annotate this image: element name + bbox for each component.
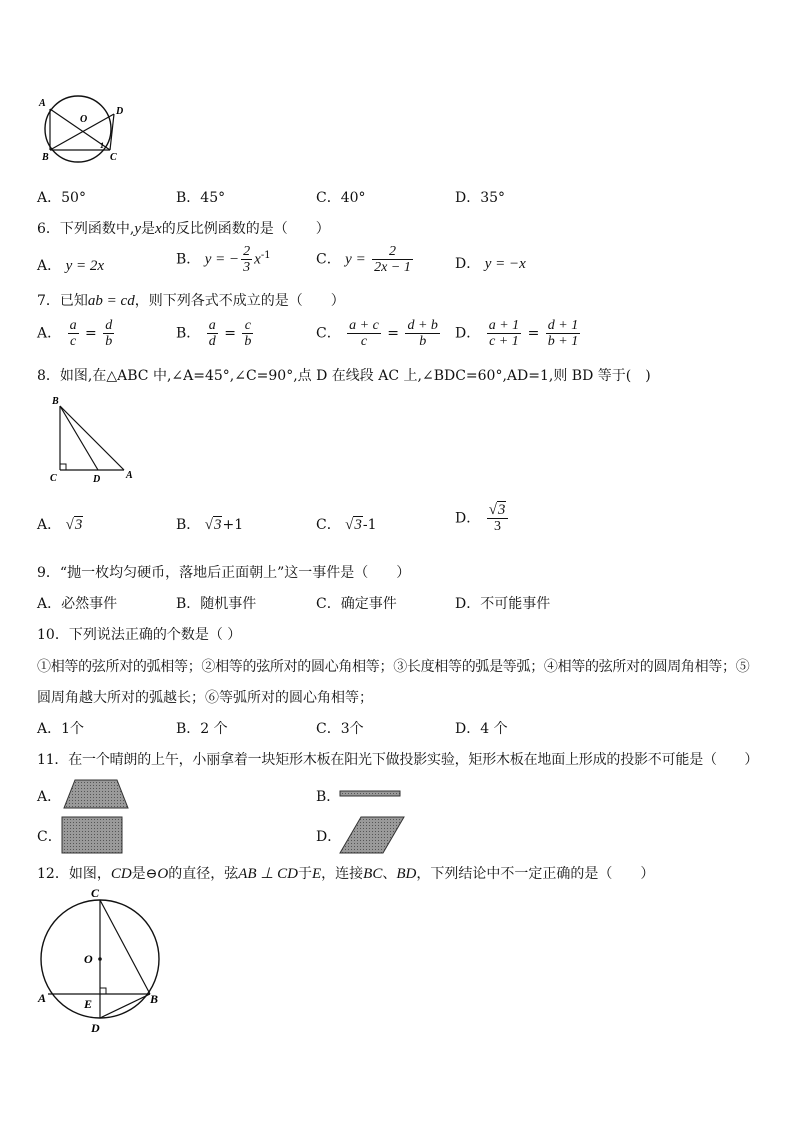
q12-label-e: E [84,997,93,1011]
q5-label-angle: 1 [100,141,104,150]
q11-thin-rectangle-shape [339,790,401,798]
q5-option-a[interactable]: A．50° [37,190,86,206]
q6-option-d[interactable]: D． y = −x [455,256,526,272]
q5-figure [30,92,130,168]
q10-body-line1: ①相等的弦所对的弧相等；②相等的弦所对的圆心角相等；③长度相等的弧是等弧；④相等的弦所对的圆周角相等；⑤ [37,659,750,675]
q12-label-d: D [91,1021,100,1035]
q7-option-d[interactable]: D． $\frac{a + 1}{c + 1}$ = $\frac{d + 1}{b + 1}$ [455,318,579,349]
q8-option-b[interactable]: B． √3+1 [176,517,244,533]
q10-option-a[interactable]: A．1个 [37,721,85,737]
q8-stem: 8．如图,在△ABC 中,∠A=45°,∠C=90°,点 D 在线段 AC 上,∠BDC=60°,AD=1,则 BD 等于( ) [37,368,651,384]
q7-option-a[interactable]: A． $\frac{a}{c}$ = $\frac{d}{b}$ [37,318,113,349]
q10-option-c[interactable]: C．3个 [316,721,364,737]
q5-option-d[interactable]: D．35° [455,190,506,206]
q5-label-b: B [42,152,49,163]
q11-option-b[interactable]: B． [316,789,341,805]
q7-option-c[interactable]: C． $\frac{a + c}{c}$ = $\frac{d + b}{b}$ [316,318,438,349]
q8-figure [44,392,140,484]
q12-label-a: A [38,991,47,1005]
q10-option-d[interactable]: D．4 个 [455,721,508,737]
q6-stem: 6．下列函数中,y是x的反比例函数的是（ ） [37,221,330,237]
q11-option-a[interactable]: A． [37,789,62,805]
q11-stem: 11．在一个晴朗的上午，小丽拿着一块矩形木板在阳光下做投影实验，矩形木板在地面上形成的投影不可能是（ ） [37,752,759,768]
q8-label-c: C [50,473,57,484]
q9-option-b[interactable]: B．随机事件 [176,596,257,612]
q8-option-a[interactable]: A． √3 [37,517,83,533]
q8-option-c[interactable]: C． √3-1 [316,517,377,533]
q11-option-c[interactable]: C． [37,829,62,845]
q11-trapezoid-shape [63,779,129,809]
q7-option-b[interactable]: B． $\frac{a}{d}$ = $\frac{c}{b}$ [176,318,252,349]
q6-option-c[interactable]: C． y = $\frac{2}{2x - 1}$ [316,244,411,275]
q10-body-line2: 圆周角越大所对的弧越长；⑥等弧所对的圆心角相等； [37,690,373,706]
q9-option-c[interactable]: C．确定事件 [316,596,397,612]
q5-label-a: A [39,98,46,109]
q8-label-d: D [93,474,101,484]
q9-stem: 9．“抛一枚均匀硬币，落地后正面朝上”这一事件是（ ） [37,565,411,581]
q12-label-c: C [91,886,100,900]
q8-label-b: B [52,396,59,407]
q10-option-b[interactable]: B．2 个 [176,721,228,737]
q5-label-d: D [116,106,124,117]
q8-label-a: A [126,470,133,481]
q11-option-d[interactable]: D． [316,829,342,845]
q11-parallelogram-shape [339,816,405,854]
q6-option-b[interactable]: B． y = − $\frac{2}{3}$ $x^{-1}$ [176,244,271,275]
q7-stem: 7．已知ab = cd，则下列各式不成立的是（ ） [37,293,345,309]
q5-label-o: O [80,114,88,125]
q10-stem: 10．下列说法正确的个数是（ ） [37,627,242,643]
q12-figure [34,885,168,1037]
q12-label-o: O [84,952,93,966]
q11-rectangle-shape [61,816,123,854]
q9-option-a[interactable]: A．必然事件 [37,596,118,612]
q5-label-c: C [110,152,117,163]
q5-option-c[interactable]: C．40° [316,190,366,206]
q9-option-d[interactable]: D．不可能事件 [455,596,551,612]
q6-option-a[interactable]: A． y = 2x [37,258,105,274]
q12-stem: 12．如图，CD是⊖O的直径，弦AB ⊥ CD于E，连接BC、BD，下列结论中不一定正确的是（ ） [37,866,655,882]
q12-label-b: B [150,992,159,1006]
q5-option-b[interactable]: B．45° [176,190,226,206]
q8-option-d[interactable]: D． $\frac{√3}{3}$ [455,503,510,534]
